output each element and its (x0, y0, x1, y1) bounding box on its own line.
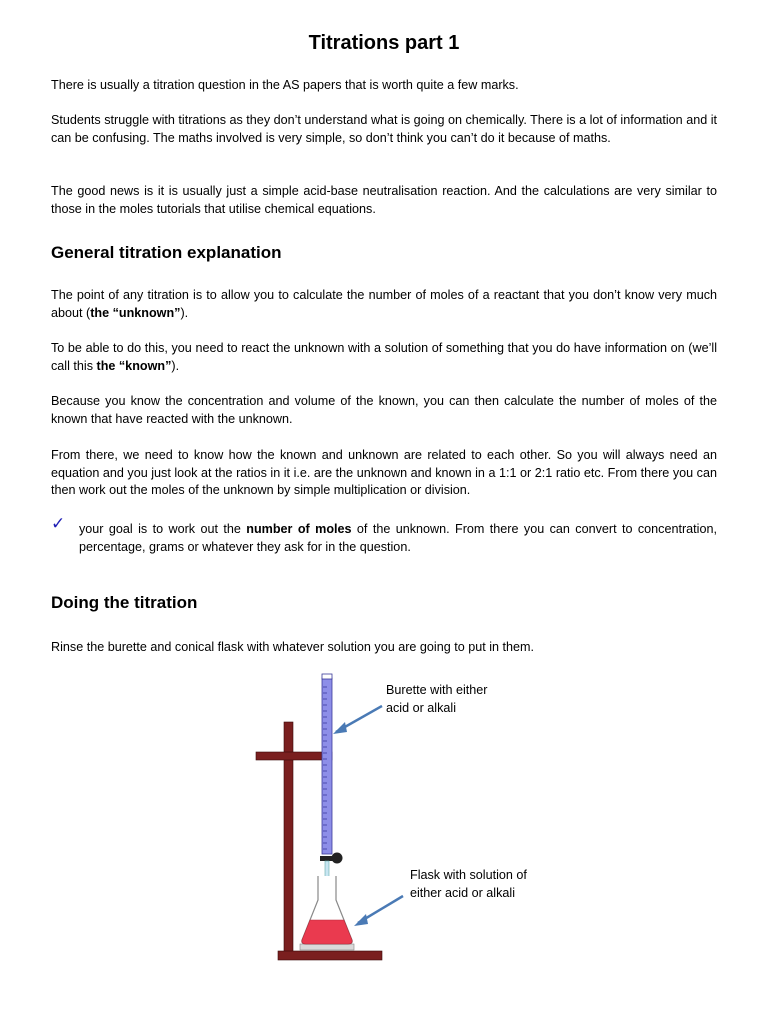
intro-paragraph-2: Students struggle with titrations as they don’t understand what is going on chemically. There is a lot of information and it can be confusing. The maths involved is very simple, so don’t think you can’t do it because of maths. (51, 113, 717, 145)
general-paragraph-2: To be able to do this, you need to react the unknown with a solution of something that you do have information on (we’ll call this the “known”). (51, 341, 717, 373)
section-heading-general: General titration explanation (51, 243, 282, 262)
tap-handle-icon (332, 853, 343, 864)
general-paragraph-4: From there, we need to know how the known and unknown are related to each other. So you will always need an equation and you just look at the ratios in it i.e. are the unknown and known in a 1:1 or 2:1 ratio etc. From there you can then work out the moles of the unknown by simple multiplication or division. (51, 448, 717, 498)
flask-liquid (302, 920, 352, 944)
flask-label: Flask with solution of either acid or alkali (410, 868, 527, 900)
intro-paragraph-3: The good news is it is usually just a simple acid-base neutralisation reaction. And the calculations are very similar to those in the moles tutorials that utilise chemical equations. (51, 184, 717, 216)
checkmark-icon: ✓ (51, 514, 66, 533)
stand-base (278, 951, 382, 960)
doing-paragraph-1: Rinse the burette and conical flask with whatever solution you are going to put in them. (51, 640, 535, 654)
intro-paragraph-1: There is usually a titration question in the AS papers that is worth quite a few marks. (51, 78, 519, 92)
general-paragraph-3: Because you know the concentration and volume of the known, you can then calculate the number of moles of the known that have reacted with the unknown. (51, 394, 717, 426)
bullet-goal: your goal is to work out the number of moles of the unknown. From there you can convert to concentration, percentage, grams or whatever they ask for in the question. (79, 522, 717, 554)
flask-platform (300, 944, 354, 950)
burette-label: Burette with either acid or alkali (386, 683, 488, 715)
section-heading-doing: Doing the titration (51, 593, 198, 612)
clamp-arm (256, 752, 332, 760)
page-title: Titrations part 1 (308, 32, 460, 54)
general-paragraph-1: The point of any titration is to allow you to calculate the number of moles of a reactant that you don’t know very much about (the “unknown”). (51, 288, 717, 320)
